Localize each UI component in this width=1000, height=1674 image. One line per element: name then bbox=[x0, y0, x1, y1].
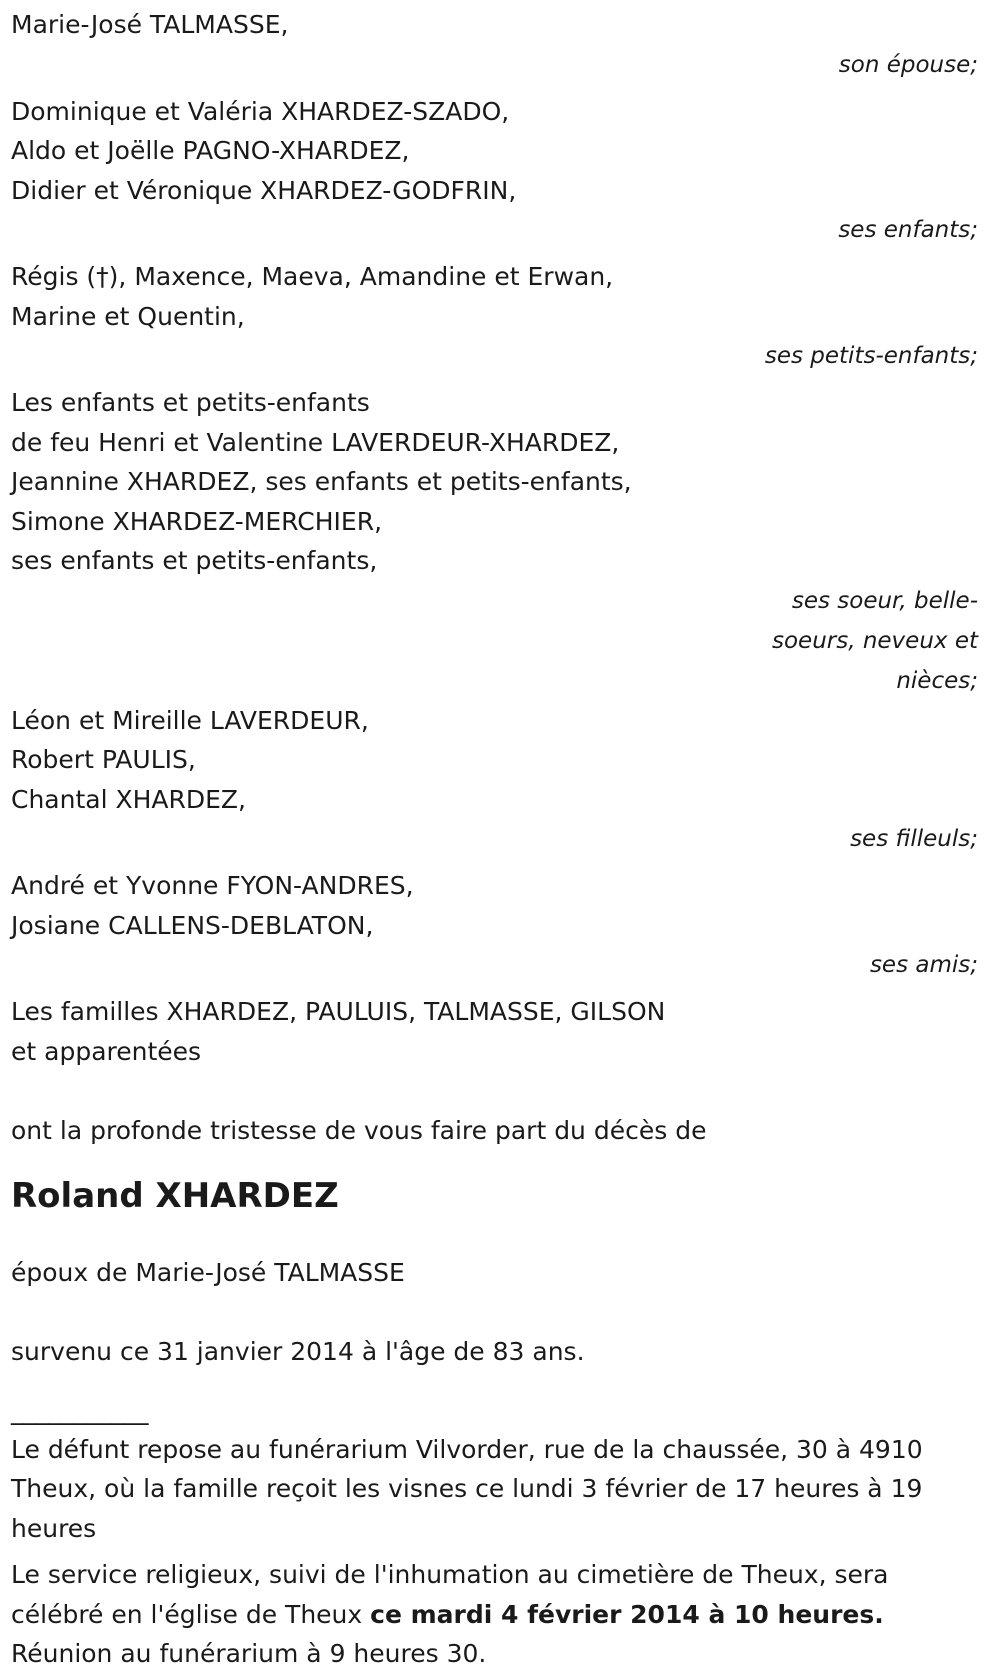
relation-text: ses enfants; bbox=[838, 217, 978, 243]
family-group-siblings bbox=[11, 383, 978, 701]
deceased-name: Roland XHARDEZ bbox=[11, 1175, 339, 1216]
family-line: André et Yvonne FYON-ANDRES, bbox=[11, 871, 414, 900]
death-line: survenu ce 31 janvier 2014 à l'âge de 83 ans. bbox=[11, 1337, 585, 1366]
family-line: Dominique et Valéria XHARDEZ-SZADO, bbox=[11, 96, 510, 126]
relation-label bbox=[11, 336, 978, 376]
relation-label bbox=[11, 819, 978, 859]
separator: ___________ bbox=[11, 1395, 149, 1425]
relation-label bbox=[11, 581, 978, 701]
family-line: Jeannine XHARDEZ, ses enfants et petits-enfants, bbox=[11, 467, 632, 496]
relation-text: soeurs, neveux et bbox=[771, 627, 978, 654]
spouse-line: époux de Marie-José TALMASSE bbox=[11, 1257, 405, 1287]
family-group-grandchildren bbox=[11, 257, 978, 376]
family-group-spouse bbox=[11, 5, 978, 85]
service-paragraph bbox=[11, 1555, 978, 1634]
family-line: Marie-José TALMASSE, bbox=[11, 10, 289, 39]
family-line: Les familles XHARDEZ, PAULUIS, TALMASSE, GILSON bbox=[11, 997, 666, 1026]
relation-label bbox=[11, 945, 978, 985]
other-families bbox=[11, 992, 978, 1071]
relation-text: nièces; bbox=[896, 667, 978, 694]
announcement-text: ont la profonde tristesse de vous faire part du décès de bbox=[11, 1116, 707, 1145]
meeting-line: Réunion au funérarium à 9 heures 30. bbox=[11, 1639, 487, 1668]
family-line: Marine et Quentin, bbox=[11, 301, 245, 331]
relation-text: ses soeur, belle- bbox=[791, 587, 978, 614]
service-intro: Le service religieux, suivi de l'inhumation au cimetière de Theux, sera célébré en l'église de Theux bbox=[11, 1560, 889, 1629]
visitation-paragraph: Le défunt repose au funérarium Vilvorder, rue de la chaussée, 30 à 4910 Theux, où la famille reçoit les visnes ce lundi 3 février de 17 heures à 19 heures bbox=[11, 1434, 923, 1543]
relation-text: ses amis; bbox=[869, 952, 978, 978]
family-line: Simone XHARDEZ-MERCHIER, bbox=[11, 506, 383, 536]
relation-label bbox=[11, 210, 978, 250]
family-line: Léon et Mireille LAVERDEUR, bbox=[11, 705, 369, 735]
relation-label bbox=[11, 45, 978, 85]
relation-text: son épouse; bbox=[838, 51, 978, 78]
family-group-children bbox=[11, 92, 978, 251]
family-line: de feu Henri et Valentine LAVERDEUR-XHARDEZ, bbox=[11, 427, 620, 457]
family-line: Régis (†), Maxence, Maeva, Amandine et Erwan, bbox=[11, 262, 614, 291]
relation-text: ses petits-enfants; bbox=[764, 343, 978, 369]
family-line: et apparentées bbox=[11, 1036, 202, 1066]
relation-text: ses filleuls; bbox=[850, 826, 978, 852]
service-date: ce mardi 4 février 2014 à 10 heures. bbox=[370, 1599, 884, 1629]
family-line: Chantal XHARDEZ, bbox=[11, 784, 246, 814]
family-line: Josiane CALLENS-DEBLATON, bbox=[11, 910, 374, 940]
family-line: Les enfants et petits-enfants bbox=[11, 388, 370, 417]
family-line: ses enfants et petits-enfants, bbox=[11, 546, 378, 575]
family-line: Aldo et Joëlle PAGNO-XHARDEZ, bbox=[11, 136, 410, 165]
family-group-friends bbox=[11, 866, 978, 985]
family-group-godchildren bbox=[11, 701, 978, 860]
family-line: Robert PAULIS, bbox=[11, 745, 196, 774]
family-line: Didier et Véronique XHARDEZ-GODFRIN, bbox=[11, 175, 517, 205]
